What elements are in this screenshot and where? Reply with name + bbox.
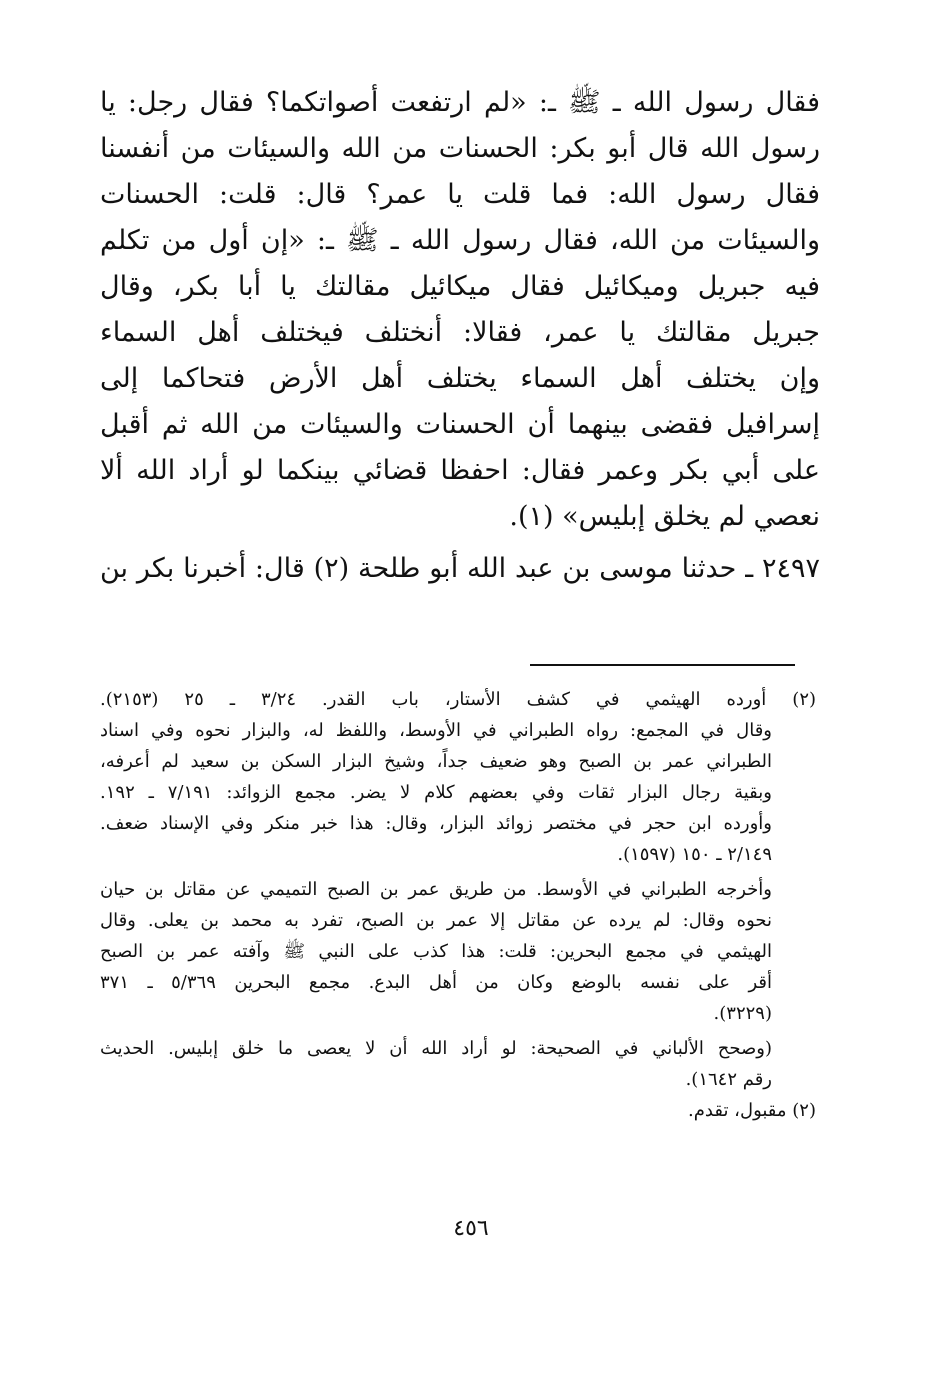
footnotes-block [100, 684, 816, 1126]
footnote-line: (وصحح الألباني في الصحيحة: لو أراد الله أن لا يعصى ما خلق إبليس. الحديث [100, 1038, 772, 1059]
main-text-block [100, 80, 820, 594]
footnote-line: وأخرجه الطبراني في الأوسط. من طريق عمر بن الصبح التميمي عن مقاتل بن حيان [100, 879, 772, 900]
hadith-2497-start: ٢٤٩٧ ـ حدثنا موسى بن عبد الله أبو طلحة (٢) قال: أخبرنا بكر بن [100, 553, 820, 584]
main-text-line: إسرافيل فقضى بينهما أن الحسنات والسيئات من الله ثم أقبل [100, 409, 820, 440]
footnote-line: وقال في المجمع: رواه الطبراني في الأوسط، واللفظ له، والبزار نحوه وفي اسناد [100, 720, 772, 741]
footnote-line: الطبراني عمر بن الصبح وهو ضعيف جداً، وشيخ البزار السكن بن سعيد لم أعرفه، [100, 751, 772, 772]
main-text-line: نعصي لم يخلق إبليس» (١). [509, 501, 820, 532]
page-number: ٤٥٦ [453, 1216, 489, 1241]
footnote-line: رقم ١٦٤٢). [685, 1069, 772, 1090]
footnote-line: ٢/١٤٩ ـ ١٥٠ (١٥٩٧). [617, 844, 772, 865]
footnote-line: وأورده ابن حجر في مختصر زوائد البزار، وقال: هذا خبر منكر وفي الإسناد ضعف. [100, 813, 772, 834]
main-text-line: فقال رسول الله ـ ﷺ ـ: «لم ارتفعت أصواتكما؟ فقال رجل: يا [100, 87, 820, 118]
main-text-line: فيه جبريل وميكائيل فقال ميكائيل مقالتك يا أبا بكر، وقال [100, 271, 820, 302]
main-text-line: على أبي بكر وعمر فقال: احفظا قضائي بينكما لو أراد الله ألا [100, 455, 820, 486]
footnote-line: الهيثمي في مجمع البحرين: قلت: هذا كذب على النبي ﷺ وآفته عمر بن الصبح [100, 941, 772, 962]
footnote-separator [530, 664, 795, 666]
main-text-line: جبريل مقالتك يا عمر، فقالا: أنختلف فيختلف أهل السماء [100, 317, 820, 348]
footnote-line: (٣٢٢٩). [713, 1003, 772, 1024]
footnote-line: وبقية رجال البزار ثقات وفي بعضهم كلام لا يضر. مجمع الزوائد: ٧/١٩١ ـ ١٩٢. [100, 782, 772, 803]
footnote-line: (٢) أورده الهيثمي في كشف الأستار، باب القدر. ٣/٢٤ ـ ٢٥ (٢١٥٣). [100, 689, 816, 710]
footnote-line: نحوه وقال: لم يرده عن مقاتل إلا عمر بن الصبح، تفرد به محمد بن يعلى. وقال [100, 910, 772, 931]
main-text-line: رسول الله قال أبو بكر: الحسنات من الله والسيئات من أنفسنا [100, 133, 820, 164]
footnote-line: (٢) مقبول، تقدم. [688, 1100, 816, 1121]
main-text-line: وإن يختلف أهل السماء يختلف أهل الأرض فتحاكما إلى [100, 363, 820, 394]
main-text-line: فقال رسول الله: فما قلت يا عمر؟ قال: قلت: الحسنات [100, 179, 820, 210]
footnote-line: أقر على نفسه بالوضع وكان من أهل البدع. مجمع البحرين ٥/٣٦٩ ـ ٣٧١ [100, 972, 773, 993]
main-text-line: والسيئات من الله، فقال رسول الله ـ ﷺ ـ: «إن أول من تكلم [100, 225, 820, 256]
